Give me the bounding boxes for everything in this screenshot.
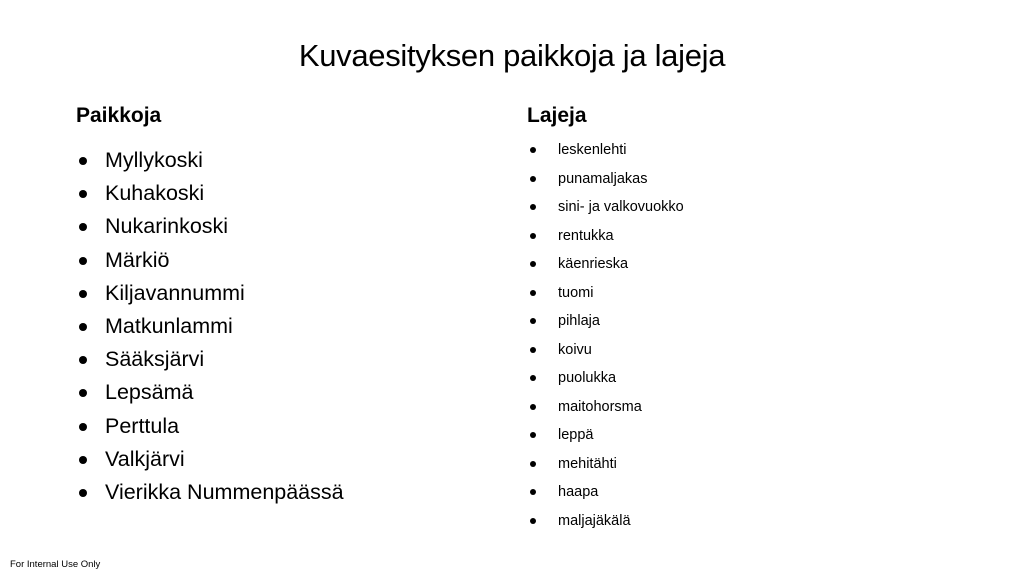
- list-item: [527, 336, 684, 365]
- list-item: [527, 222, 684, 251]
- bullet-icon: [530, 518, 536, 524]
- bullet-icon: [530, 176, 536, 182]
- list-item: [76, 343, 344, 376]
- species-label: koivu: [558, 341, 592, 358]
- list-item: [527, 279, 684, 308]
- list-item: [527, 450, 684, 479]
- place-label: Perttula: [105, 413, 180, 438]
- bullet-icon: [79, 323, 87, 331]
- place-label: Myllykoski: [105, 148, 203, 172]
- list-item: [76, 476, 344, 509]
- list-item: [76, 277, 344, 310]
- list-item: [527, 393, 684, 422]
- list-item: [527, 421, 684, 450]
- species-label: leskenlehti: [558, 142, 627, 158]
- bullet-icon: [79, 257, 87, 265]
- place-label: Kuhakoski: [105, 181, 205, 206]
- bullet-icon: [79, 190, 87, 198]
- species-label: puolukka: [558, 370, 617, 386]
- list-item: [76, 310, 344, 343]
- list-item: [527, 165, 684, 194]
- species-label: mehitähti: [558, 455, 617, 472]
- species-list: [527, 136, 684, 535]
- list-item: [527, 250, 684, 279]
- places-heading: Paikkoja: [76, 104, 162, 127]
- place-label: Vierikka Nummenpäässä: [105, 479, 344, 504]
- species-label: rentukka: [558, 227, 614, 244]
- list-item: [527, 136, 684, 165]
- bullet-icon: [530, 404, 536, 410]
- species-label: maitohorsma: [558, 398, 642, 415]
- list-item: [76, 144, 344, 177]
- list-item: [76, 210, 344, 243]
- bullet-icon: [530, 147, 536, 153]
- place-label: Valkjärvi: [105, 446, 185, 471]
- bullet-icon: [79, 157, 87, 165]
- species-label: punamaljakas: [558, 170, 648, 187]
- place-label: Kiljavannummi: [105, 280, 245, 305]
- place-label: Lepsämä: [105, 380, 194, 405]
- footer-note: For Internal Use Only: [10, 559, 101, 570]
- species-label: käenrieska: [558, 256, 629, 272]
- bullet-icon: [79, 389, 87, 397]
- bullet-icon: [79, 356, 87, 364]
- species-label: sini- ja valkovuokko: [558, 199, 684, 215]
- bullet-icon: [530, 233, 536, 239]
- list-item: [76, 376, 344, 409]
- bullet-icon: [79, 223, 87, 231]
- place-label: Sääksjärvi: [105, 347, 205, 372]
- species-heading: Lajeja: [527, 104, 587, 127]
- place-label: Matkunlammi: [105, 313, 233, 338]
- bullet-icon: [530, 290, 536, 296]
- bullet-icon: [530, 489, 536, 495]
- bullet-icon: [530, 347, 536, 353]
- list-item: [76, 244, 344, 277]
- list-item: [527, 507, 684, 536]
- place-label: Märkiö: [105, 247, 170, 272]
- bullet-icon: [530, 461, 536, 467]
- place-label: Nukarinkoski: [105, 214, 229, 239]
- list-item: [76, 443, 344, 476]
- places-list: [76, 144, 344, 509]
- bullet-icon: [530, 261, 536, 267]
- bullet-icon: [530, 432, 536, 438]
- bullet-icon: [79, 423, 87, 431]
- slide-title: Kuvaesityksen paikkoja ja lajeja: [298, 38, 726, 73]
- bullet-icon: [79, 456, 87, 464]
- species-label: tuomi: [558, 284, 594, 301]
- list-item: [527, 193, 684, 222]
- species-label: haapa: [558, 484, 599, 500]
- species-label: maljajäkälä: [558, 512, 631, 529]
- list-item: [76, 410, 344, 443]
- list-item: [527, 478, 684, 507]
- bullet-icon: [530, 204, 536, 210]
- bullet-icon: [79, 290, 87, 298]
- bullet-icon: [530, 318, 536, 324]
- list-item: [76, 177, 344, 210]
- bullet-icon: [79, 489, 87, 497]
- species-label: leppä: [558, 427, 594, 443]
- list-item: [527, 307, 684, 336]
- species-label: pihlaja: [558, 313, 600, 329]
- list-item: [527, 364, 684, 393]
- bullet-icon: [530, 375, 536, 381]
